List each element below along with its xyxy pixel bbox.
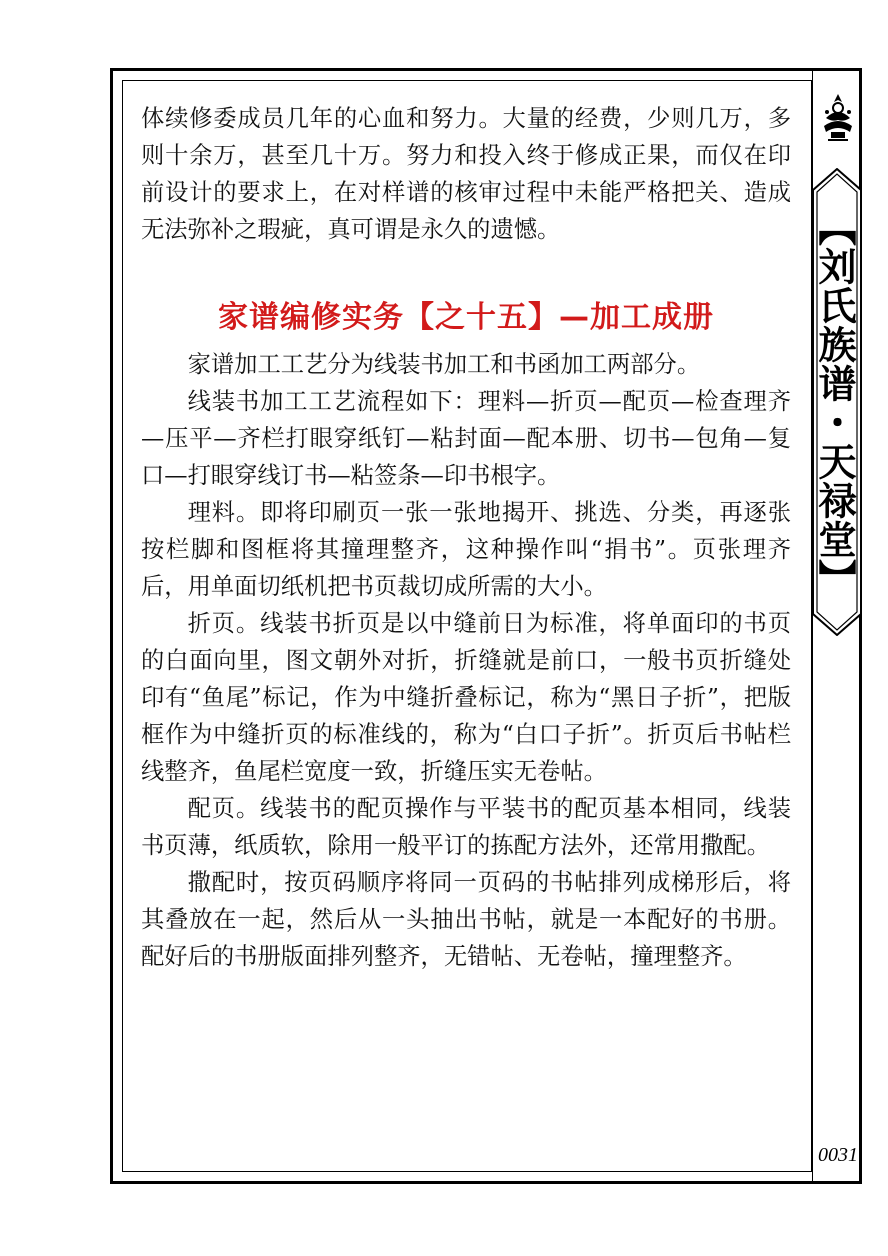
paragraph: 撒配时，按页码顺序将同一页码的书帖排列成梯形后，将其叠放在一起，然后从一头抽出书帖，就是一本配好的书册。配好后的书册版面排列整齐，无错帖、无卷帖，撞理整齐。 <box>141 869 791 970</box>
side-title: 【刘氏族谱・天禄堂】 <box>812 208 856 598</box>
paragraph: 配页。线装书的配页操作与平装书的配页基本相同，线装书页薄，纸质软，除用一般平订的拣配方法外，还常用撒配。 <box>141 795 791 859</box>
paragraph-continued: 体续修委成员几年的心血和努力。大量的经费，少则几万，多则十余万，甚至几十万。努力和投入终于修成正果，而仅在印前设计的要求上，在对样谱的核审过程中未能严格把关、造成无法弥补之瑕疵，真可谓是永久的遗憾。 <box>141 105 791 243</box>
paragraph: 折页。线装书折页是以中缝前日为标准，将单面印的书页的白面向里，图文朝外对折，折缝就是前口，一般书页折缝处印有“鱼尾”标记，作为中缝折叠标记，称为“黑日子折”，把版框作为中缝折页的标准线的，称为“白口子折”。折页后书帖栏线整齐，鱼尾栏宽度一致，折缝压实无卷帖。 <box>141 610 791 785</box>
paragraph: 线装书加工工艺流程如下：理料—折页—配页—检查理齐—压平—齐栏打眼穿纸钉—粘封面—配本册、切书—包角—复口—打眼穿线订书—粘签条—印书根字。 <box>141 388 791 489</box>
page-number: 0031 <box>818 1144 858 1166</box>
section-heading: 家谱编修实务【之十五】—加工成册 <box>218 300 714 335</box>
decorative-seal-icon <box>820 92 856 144</box>
paragraph: 家谱加工工艺分为线装书加工和书函加工两部分。 <box>187 351 701 378</box>
paragraph: 理料。即将印刷页一张一张地揭开、挑选、分类，再逐张按栏脚和图框将其撞理整齐，这种操作叫“捐书”。页张理齐后，用单面切纸机把书页裁切成所需的大小。 <box>141 499 791 600</box>
page-body <box>141 100 791 975</box>
